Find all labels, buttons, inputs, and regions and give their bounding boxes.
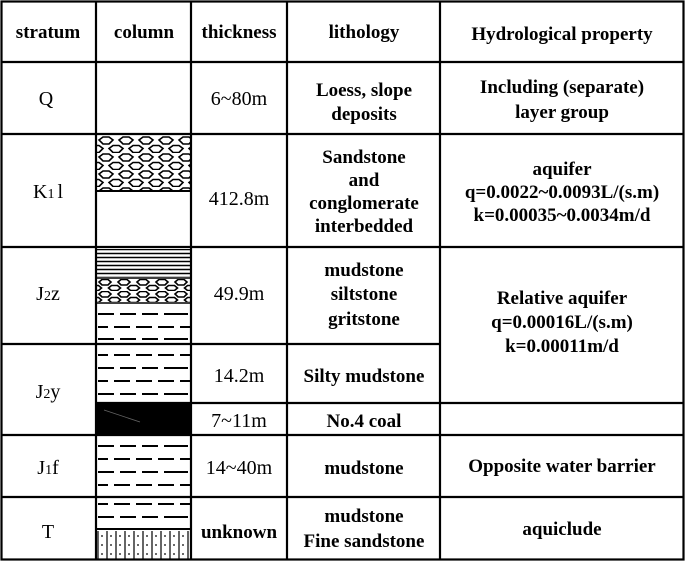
stratum-t: T bbox=[41, 521, 55, 543]
stratum-j2y-sub: 2 bbox=[43, 387, 51, 402]
k1l-conglomerate-pattern bbox=[96, 136, 191, 190]
stratum-q: Q bbox=[38, 88, 54, 110]
stratum-k1l-main: K bbox=[32, 181, 48, 203]
stratum-j2z-main: J bbox=[36, 283, 44, 305]
thickness-j2y-silty: 14.2m bbox=[213, 365, 265, 387]
stratum-j1f-sub: 1 bbox=[45, 463, 53, 478]
j2z-fine-layers-pattern bbox=[96, 249, 191, 277]
header-lithology: lithology bbox=[328, 22, 400, 43]
lithology-j2z-line-3: gritstone bbox=[328, 309, 400, 330]
stratum-j2z bbox=[36, 283, 60, 305]
stratum-j2y-main: J bbox=[35, 381, 44, 403]
thickness-k1l: 412.8m bbox=[208, 188, 270, 210]
lithology-t-line-2: Fine sandstone bbox=[303, 531, 425, 552]
lithology-t-line-1: mudstone bbox=[324, 506, 404, 527]
stratum-k1l bbox=[33, 181, 63, 203]
thickness-q: 6~80m bbox=[210, 88, 268, 110]
hydro-k1l-line-1: aquifer bbox=[532, 159, 592, 180]
lithology-j2y-silty: Silty mudstone bbox=[303, 366, 425, 387]
header-hydrological-property: Hydrological property bbox=[471, 24, 653, 45]
j2y-dash-pattern bbox=[98, 355, 190, 394]
lithology-q-line-1: Loess, slope bbox=[315, 80, 413, 101]
t-dash-pattern bbox=[98, 504, 190, 517]
header-stratum: stratum bbox=[15, 22, 81, 43]
hydro-q-line-2: layer group bbox=[515, 102, 609, 123]
hydro-k1l-line-3: k=0.00035~0.0034m/d bbox=[473, 205, 651, 226]
hydro-relative-aquifer-line-1: Relative aquifer bbox=[496, 288, 628, 309]
hydro-relative-aquifer-line-2: q=0.00016L/(s.m) bbox=[491, 312, 633, 333]
stratum-k1l-sub: 1 bbox=[47, 187, 55, 202]
coal-seam-fill bbox=[96, 404, 191, 434]
thickness-t: unknown bbox=[200, 522, 278, 543]
stratum-j2z-tail: z bbox=[50, 283, 60, 305]
hydro-j1f: Opposite water barrier bbox=[468, 456, 656, 477]
thickness-j2z: 49.9m bbox=[213, 283, 265, 305]
hydro-k1l-line-2: q=0.0022~0.0093L/(s.m) bbox=[464, 182, 660, 203]
j2z-dash-pattern bbox=[98, 314, 190, 339]
stratum-j1f-main: J bbox=[37, 457, 46, 479]
lithology-j2z-line-1: mudstone bbox=[324, 260, 404, 281]
header-column: column bbox=[113, 22, 175, 43]
lithology-k1l-line-3: conglomerate bbox=[309, 193, 419, 214]
t-sandstone-pattern bbox=[96, 531, 191, 560]
hydro-relative-aquifer-line-3: k=0.00011m/d bbox=[505, 336, 619, 357]
stratum-j1f-tail: f bbox=[52, 457, 59, 479]
lithology-k1l-line-4: interbedded bbox=[314, 216, 414, 237]
stratum-j1f bbox=[37, 457, 59, 479]
stratum-j2y bbox=[36, 381, 61, 403]
thickness-coal: 7~11m bbox=[211, 410, 267, 432]
hydro-q-line-1: Including (separate) bbox=[479, 77, 645, 98]
lithology-k1l-line-2: and bbox=[348, 170, 380, 191]
header-thickness: thickness bbox=[201, 22, 277, 43]
lithology-coal: No.4 coal bbox=[326, 411, 402, 432]
hydro-t: aquiclude bbox=[522, 519, 602, 540]
thickness-j1f: 14~40m bbox=[205, 457, 273, 479]
stratum-k1l-tail: l bbox=[57, 181, 64, 203]
stratum-j2y-tail: y bbox=[50, 381, 61, 403]
j2z-conglomerate-pattern bbox=[96, 279, 191, 302]
stratum-j2z-sub: 2 bbox=[43, 289, 51, 304]
lithology-k1l-line-1: Sandstone bbox=[322, 147, 406, 168]
j1f-dash-pattern bbox=[98, 446, 190, 485]
lithology-j2z-line-2: siltstone bbox=[330, 284, 398, 305]
lithology-j1f: mudstone bbox=[324, 458, 404, 479]
lithology-q-line-2: deposits bbox=[331, 104, 397, 125]
